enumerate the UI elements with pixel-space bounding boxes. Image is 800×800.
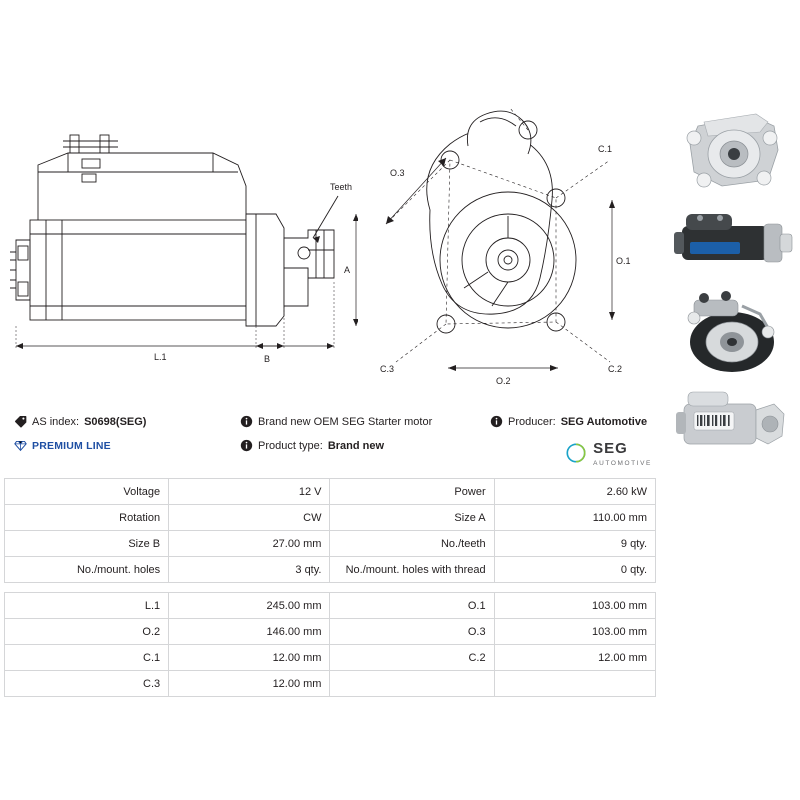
spec-value: 245.00 mm: [169, 593, 330, 619]
spec-value: 110.00 mm: [494, 505, 655, 531]
specifications-table: [4, 478, 656, 697]
table-row: [5, 593, 656, 619]
spec-label: C.2: [330, 645, 494, 671]
info-row-1: [0, 415, 660, 439]
label-o1: O.1: [616, 256, 631, 266]
drawing-side-view: [8, 110, 358, 380]
spec-value: 103.00 mm: [494, 619, 655, 645]
seg-mark-icon: [565, 442, 587, 467]
label-c1: C.1: [598, 144, 613, 154]
product-type-value: Brand new: [327, 439, 385, 452]
tag-icon: [14, 415, 27, 428]
info-icon: [240, 415, 253, 428]
spec-label: O.1: [330, 593, 494, 619]
seg-automotive-logo: [565, 441, 652, 468]
diamond-icon: [14, 439, 27, 452]
spec-label: No./mount. holes: [5, 557, 169, 583]
seg-logo-sub: AUTOMOTIVE: [593, 459, 652, 467]
spec-value: 12.00 mm: [169, 671, 330, 697]
table-row: [5, 557, 656, 583]
as-index: [0, 415, 240, 428]
info-icon: [240, 439, 253, 452]
table-spacer: [5, 583, 656, 593]
label-c2: C.2: [608, 364, 623, 374]
starter-photo-rear-drive: [664, 288, 800, 374]
spec-value: 0 qty.: [494, 557, 655, 583]
spec-label: C.1: [5, 645, 169, 671]
spec-label: No./mount. holes with thread: [330, 557, 494, 583]
spec-value: 12.00 mm: [169, 645, 330, 671]
spec-label: L.1: [5, 593, 169, 619]
starter-photo-front-angle: [664, 108, 800, 194]
brand-new-oem-text: Brand new OEM SEG Starter motor: [258, 415, 433, 428]
spec-value: 12 V: [169, 479, 330, 505]
table-row: [5, 645, 656, 671]
spec-label: Power: [330, 479, 494, 505]
info-row-2: [0, 439, 660, 463]
info-icon: [490, 415, 503, 428]
spec-value: 12.00 mm: [494, 645, 655, 671]
spec-value-empty: [494, 671, 655, 697]
table-row: [5, 479, 656, 505]
drawing-front-view: [360, 100, 660, 400]
brand-new-oem: [240, 415, 490, 428]
label-l1: L.1: [154, 352, 167, 362]
table-row: [5, 505, 656, 531]
spec-label: O.3: [330, 619, 494, 645]
producer: [490, 415, 660, 428]
product-type: [240, 439, 490, 452]
spec-value: 3 qty.: [169, 557, 330, 583]
spec-value: 9 qty.: [494, 531, 655, 557]
spec-label: O.2: [5, 619, 169, 645]
spec-label: Rotation: [5, 505, 169, 531]
spec-label: Size B: [5, 531, 169, 557]
starter-photo-side-black: [664, 198, 800, 284]
technical-drawings: [0, 0, 660, 412]
label-a: A: [344, 265, 351, 275]
label-o3: O.3: [390, 168, 405, 178]
spec-label: Voltage: [5, 479, 169, 505]
spec-value: 146.00 mm: [169, 619, 330, 645]
producer-label: Producer:: [508, 415, 556, 428]
spec-value: 27.00 mm: [169, 531, 330, 557]
as-index-label: AS index:: [32, 415, 80, 428]
product-type-label: Product type:: [258, 439, 323, 452]
seg-logo-main: SEG: [593, 440, 628, 457]
table-row: [5, 671, 656, 697]
spec-value: 103.00 mm: [494, 593, 655, 619]
premium-line-label: PREMIUM LINE: [32, 439, 111, 452]
table-row: [5, 531, 656, 557]
label-b: B: [264, 354, 271, 364]
label-c3: C.3: [380, 364, 395, 374]
spec-value: 2.60 kW: [494, 479, 655, 505]
seg-logo-text: [593, 441, 652, 468]
starter-photo-side-label: [664, 378, 800, 464]
spec-value: CW: [169, 505, 330, 531]
spec-label: Size A: [330, 505, 494, 531]
label-teeth: Teeth: [330, 182, 353, 192]
table-row: [5, 619, 656, 645]
info-strip: [0, 415, 660, 477]
label-o2: O.2: [496, 376, 511, 386]
spec-label: C.3: [5, 671, 169, 697]
premium-line: [0, 439, 240, 452]
product-photos: [664, 108, 800, 468]
producer-value: SEG Automotive: [560, 415, 648, 428]
as-index-value: S0698(SEG): [84, 415, 147, 428]
spec-label: No./teeth: [330, 531, 494, 557]
spec-label-empty: [330, 671, 494, 697]
